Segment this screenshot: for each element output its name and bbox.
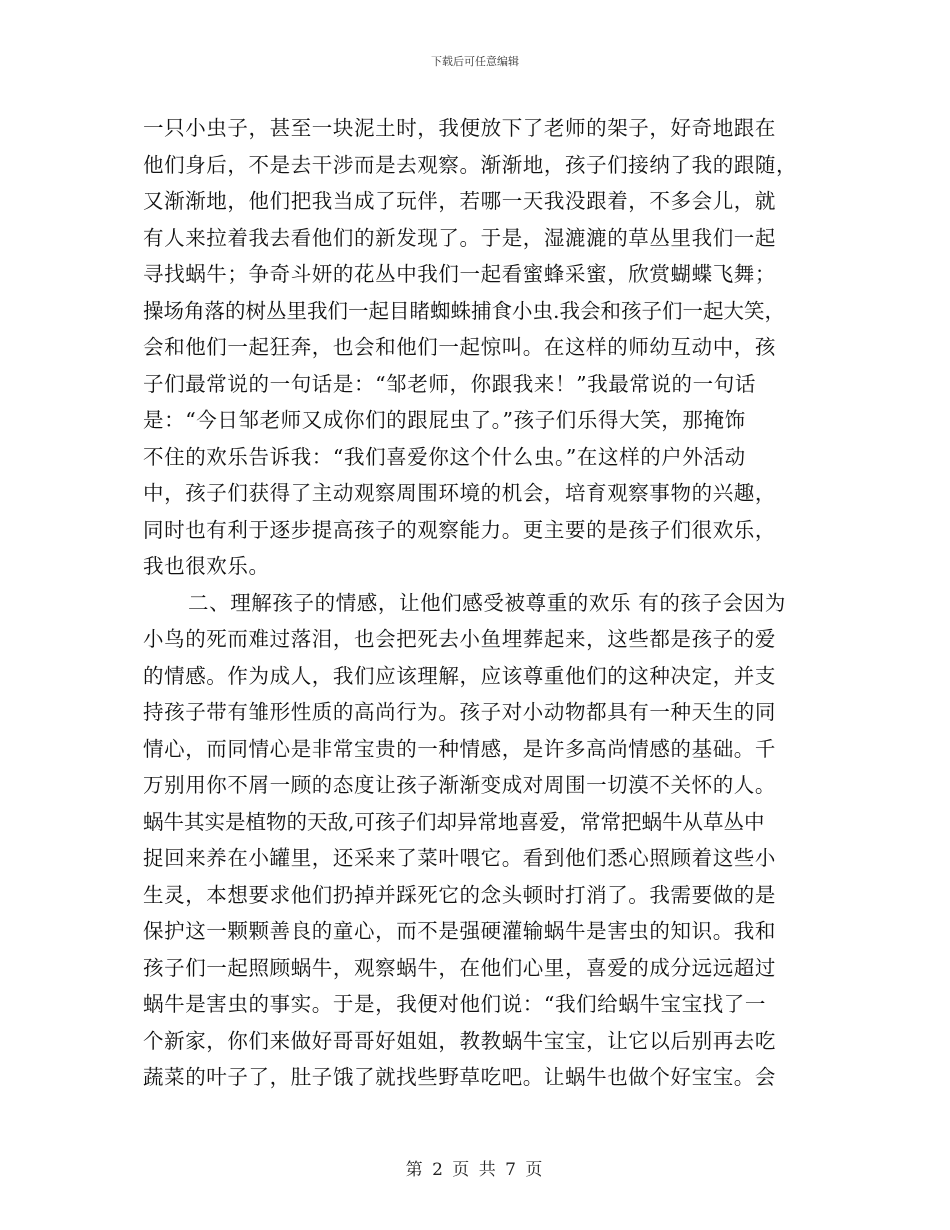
text-line: 一只小虫子，甚至一块泥土时，我便放下了老师的架子，好奇地跟在 — [143, 116, 776, 140]
text-line: 操场角落的树丛里我们一起目睹蜘蛛捕食小虫.我会和孩子们一起大笑， — [143, 298, 786, 323]
text-line: 有人来拉着我去看他们的新发现了。于是，湿漉漉的草丛里我们一起 — [143, 225, 776, 250]
document-body — [143, 110, 823, 1096]
text-line: 保护这一颗颗善良的童心，而不是强硬灌输蜗牛是害虫的知识。我和 — [143, 919, 776, 943]
text-line: 我也很欢乐。 — [143, 554, 270, 578]
text-line: 个新家，你们来做好哥哥好姐姐，教教蜗牛宝宝，让它以后别再去吃 — [143, 1028, 776, 1053]
text-line: 子们最常说的一句话是：“邹老师，你跟我来！”我最常说的一句话 — [143, 371, 756, 396]
text-line: 情心，而同情心是非常宝贵的一种情感，是许多高尚情感的基础。千 — [143, 736, 776, 761]
text-line: 生灵，本想要求他们扔掉并踩死它的念头顿时打消了。我需要做的是 — [143, 882, 776, 907]
text-line: 的情感。作为成人，我们应该理解，应该尊重他们的这种决定，并支 — [143, 663, 776, 688]
text-line: 蜗牛其实是植物的天敌,可孩子们却异常地喜爱，常常把蜗牛从草丛中 — [143, 809, 765, 834]
text-line: 寻找蜗牛；争奇斗妍的花丛中我们一起看蜜蜂采蜜，欣赏蝴蝶飞舞； — [143, 262, 776, 286]
text-line: 蜗牛是害虫的事实。于是，我便对他们说：“我们给蜗牛宝宝找了一 — [143, 992, 766, 1016]
page-number-footer: 第 2 页 共 7 页 — [405, 1160, 545, 1180]
text-line: 不住的欢乐告诉我：“我们喜爱你这个什么虫。”在这样的户外活动 — [143, 444, 746, 469]
page-header-note: 下载后可任意编辑 — [431, 55, 519, 68]
text-line: 同时也有利于逐步提高孩子的观察能力。更主要的是孩子们很欢乐， — [143, 517, 776, 542]
text-line: 小鸟的死而难过落泪，也会把死去小鱼埋葬起来，这些都是孩子的爱 — [143, 627, 776, 651]
text-line: 是：“今日邹老师又成你们的跟屁虫了。”孩子们乐得大笑，那掩饰 — [143, 408, 746, 432]
section-heading-line: 二、理解孩子的情感，让他们感受被尊重的欢乐 有的孩子会因为 — [188, 590, 786, 615]
text-line: 会和他们一起狂奔，也会和他们一起惊叫。在这样的师幼互动中，孩 — [143, 335, 776, 359]
text-line: 孩子们一起照顾蜗牛，观察蜗牛，在他们心里，喜爱的成分远远超过 — [143, 955, 776, 980]
text-line: 万别用你不屑一顾的态度让孩子渐渐变成对周围一切漠不关怀的人。 — [143, 773, 776, 797]
text-line: 捉回来养在小罐里，还采来了菜叶喂它。看到他们悉心照顾着这些小 — [143, 846, 776, 870]
text-line: 蔬菜的叶子了，肚子饿了就找些野草吃吧。让蜗牛也做个好宝宝。会 — [143, 1065, 776, 1089]
text-line: 中，孩子们获得了主动观察周围环境的机会，培育观察事物的兴趣， — [143, 481, 776, 505]
text-line: 他们身后，不是去干涉而是去观察。渐渐地，孩子们接纳了我的跟随， — [143, 152, 798, 177]
text-line: 持孩子带有雏形性质的高尚行为。孩子对小动物都具有一种天生的同 — [143, 700, 776, 724]
text-line: 又渐渐地，他们把我当成了玩伴，若哪一天我没跟着，不多会儿，就 — [143, 189, 776, 213]
